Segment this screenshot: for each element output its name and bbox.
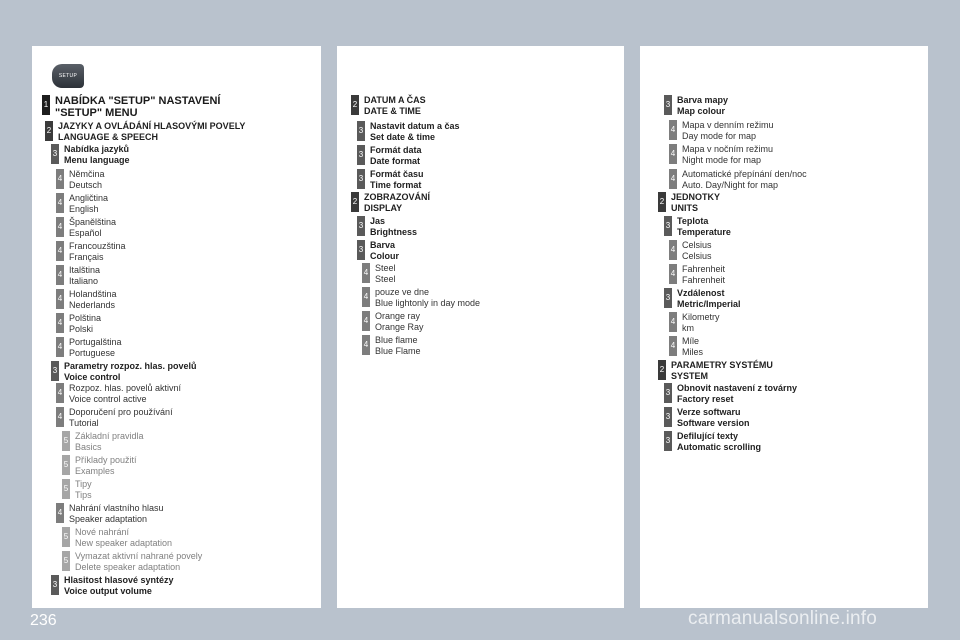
entry-label-primary: Francouzština [69, 241, 126, 251]
menu-entry [62, 551, 202, 573]
level-badge: 3 [357, 216, 365, 236]
entry-label-primary: Italština [69, 265, 101, 275]
entry-label-english: Temperature [677, 227, 731, 237]
entry-label-primary: Základní pravidla [75, 431, 144, 441]
level-badge: 4 [56, 313, 64, 333]
entry-label-english: Menu language [64, 155, 130, 165]
entry-label-english: SYSTEM [671, 371, 709, 381]
menu-entry-label [677, 383, 797, 405]
entry-label-english: Brightness [370, 227, 418, 237]
menu-entry-label [64, 361, 197, 383]
entry-label-english: Miles [682, 347, 704, 357]
menu-entry [658, 192, 720, 214]
entry-label-primary: Doporučení pro používání [69, 407, 173, 417]
menu-entry [62, 431, 144, 453]
menu-entry-label [682, 120, 774, 142]
entry-label-primary: Polština [69, 313, 102, 323]
menu-entry-label [58, 121, 245, 143]
entry-label-primary: Formát data [370, 145, 422, 155]
menu-entry [664, 431, 761, 453]
menu-entry-label [682, 240, 712, 262]
level-badge: 2 [45, 121, 53, 141]
entry-label-primary: Mapa v nočním režimu [682, 144, 774, 154]
level-badge: 3 [664, 407, 672, 427]
level-badge: 4 [669, 312, 677, 332]
entry-label-english: English [69, 204, 99, 214]
menu-entry [357, 216, 417, 238]
menu-entry-label [682, 144, 773, 166]
menu-entry [351, 95, 426, 117]
entry-label-english: Español [69, 228, 102, 238]
level-badge: 4 [56, 241, 64, 261]
level-badge: 2 [658, 360, 666, 380]
menu-entry-label [75, 527, 172, 549]
menu-entry [362, 263, 396, 285]
entry-label-english: Blue Flame [375, 346, 421, 356]
entry-label-english: Deutsch [69, 180, 103, 190]
entry-label-english: Examples [75, 466, 115, 476]
watermark: carmanualsonline.info [688, 608, 878, 629]
menu-entry-label [370, 169, 424, 191]
menu-entry [357, 145, 422, 167]
menu-entry [669, 169, 807, 191]
menu-entry [362, 311, 424, 333]
entry-label-primary: NABÍDKA "SETUP" NASTAVENÍ [55, 95, 221, 107]
menu-entry-label [69, 217, 116, 239]
menu-entry-label [677, 288, 741, 310]
level-badge: 3 [664, 431, 672, 451]
menu-entry-label [69, 337, 122, 359]
menu-entry-label [75, 431, 144, 453]
entry-label-english: Voice control [64, 372, 121, 382]
menu-entry-label [677, 431, 761, 453]
level-badge: 4 [362, 263, 370, 283]
entry-label-english: Tips [75, 490, 92, 500]
setup-tab-icon: SETUP [52, 64, 84, 88]
menu-entry-label [375, 287, 480, 309]
level-badge: 5 [62, 455, 70, 475]
level-badge: 1 [42, 95, 50, 115]
entry-label-primary: Angličtina [69, 193, 109, 203]
entry-label-primary: Nastavit datum a čas [370, 121, 460, 131]
menu-entry-label [64, 575, 174, 597]
menu-entry [362, 287, 480, 309]
entry-label-english: Italiano [69, 276, 99, 286]
menu-entry-label [69, 265, 100, 287]
menu-entry-label [364, 192, 430, 214]
entry-label-primary: Holandština [69, 289, 117, 299]
menu-entry-label [682, 264, 725, 286]
entry-label-english: "SETUP" MENU [55, 107, 138, 119]
menu-entry [51, 144, 130, 166]
menu-entry [51, 361, 197, 383]
entry-label-english: Speaker adaptation [69, 514, 148, 524]
entry-label-english: Nederlands [69, 300, 116, 310]
level-badge: 3 [51, 361, 59, 381]
entry-label-english: New speaker adaptation [75, 538, 173, 548]
entry-label-english: km [682, 323, 694, 333]
entry-label-primary: Teplota [677, 216, 709, 226]
menu-entry-label [375, 335, 421, 357]
level-badge: 3 [664, 383, 672, 403]
entry-label-primary: Nahrání vlastního hlasu [69, 503, 164, 513]
entry-label-english: LANGUAGE & SPEECH [58, 132, 159, 142]
page-number: 236 [30, 612, 57, 629]
menu-entry-label [69, 407, 173, 429]
entry-label-primary: Vymazat aktivní nahrané povely [75, 551, 203, 561]
menu-entry-label [55, 95, 220, 119]
entry-label-primary: pouze ve dne [375, 287, 430, 297]
entry-label-primary: Rozpoz. hlas. povelů aktivní [69, 383, 182, 393]
menu-entry-label [75, 455, 137, 477]
entry-label-english: Orange Ray [375, 322, 424, 332]
entry-label-primary: Parametry rozpoz. hlas. povelů [64, 361, 197, 371]
menu-entry-label [677, 95, 728, 117]
level-badge: 4 [56, 193, 64, 213]
entry-label-primary: Formát času [370, 169, 424, 179]
entry-label-primary: Jas [370, 216, 386, 226]
menu-entry [669, 336, 703, 358]
menu-entry-label [671, 192, 720, 214]
level-badge: 4 [56, 265, 64, 285]
entry-label-english: Factory reset [677, 394, 734, 404]
entry-label-primary: Defilující texty [677, 431, 739, 441]
entry-label-english: Colour [370, 251, 399, 261]
entry-label-primary: Vzdálenost [677, 288, 725, 298]
menu-entry [56, 289, 117, 311]
menu-entry [669, 312, 720, 334]
level-badge: 2 [658, 192, 666, 212]
menu-entry-label [75, 479, 92, 501]
entry-label-primary: Míle [682, 336, 700, 346]
menu-entry [56, 169, 105, 191]
entry-label-primary: Steel [375, 263, 396, 273]
entry-label-primary: Barva mapy [677, 95, 729, 105]
entry-label-primary: Automatické přepínání den/noc [682, 169, 807, 179]
level-badge: 5 [62, 551, 70, 571]
menu-entry-label [375, 311, 424, 333]
entry-label-primary: Obnovit nastavení z továrny [677, 383, 798, 393]
menu-entry [664, 95, 728, 117]
entry-label-english: Polski [69, 324, 94, 334]
menu-entry-label [682, 336, 703, 358]
menu-entry [62, 455, 137, 477]
menu-entry-label [64, 144, 130, 166]
level-badge: 2 [351, 192, 359, 212]
menu-entry-label [69, 383, 181, 405]
entry-label-english: Software version [677, 418, 750, 428]
level-badge: 4 [56, 337, 64, 357]
entry-label-primary: Příklady použití [75, 455, 137, 465]
entry-label-primary: Hlasitost hlasové syntézy [64, 575, 174, 585]
entry-label-primary: Orange ray [375, 311, 421, 321]
entry-label-english: Voice output volume [64, 586, 152, 596]
menu-entry [669, 240, 712, 262]
level-badge: 3 [664, 288, 672, 308]
entry-label-english: Time format [370, 180, 422, 190]
menu-entry [357, 240, 399, 262]
menu-entry-label [375, 263, 396, 285]
entry-label-primary: Němčina [69, 169, 105, 179]
entry-label-english: Portuguese [69, 348, 116, 358]
level-badge: 4 [362, 287, 370, 307]
entry-label-english: Automatic scrolling [677, 442, 762, 452]
menu-entry-label [69, 193, 108, 215]
entry-label-english: Metric/Imperial [677, 299, 741, 309]
menu-entry-label [69, 313, 101, 335]
menu-entry [658, 360, 773, 382]
entry-label-english: Day mode for map [682, 131, 757, 141]
entry-label-primary: ZOBRAZOVÁNÍ [364, 192, 430, 202]
menu-entry-label [677, 407, 750, 429]
entry-label-english: Steel [375, 274, 396, 284]
level-badge: 3 [664, 216, 672, 236]
menu-entry [56, 503, 164, 525]
entry-label-english: Auto. Day/Night for map [682, 180, 779, 190]
level-badge: 4 [56, 503, 64, 523]
level-badge: 4 [362, 311, 370, 331]
menu-entry [56, 193, 108, 215]
level-badge: 3 [51, 575, 59, 595]
level-badge: 3 [664, 95, 672, 115]
entry-label-primary: Španělština [69, 217, 117, 227]
menu-entry [664, 288, 741, 310]
level-badge: 4 [56, 217, 64, 237]
menu-entry [351, 192, 430, 214]
entry-label-english: DISPLAY [364, 203, 403, 213]
entry-label-english: Celsius [682, 251, 712, 261]
entry-label-english: Tutorial [69, 418, 99, 428]
menu-entry-label [671, 360, 773, 382]
menu-entry [357, 169, 424, 191]
menu-entry [51, 575, 174, 597]
entry-label-english: Night mode for map [682, 155, 762, 165]
menu-entry-label [677, 216, 731, 238]
entry-label-primary: Nové nahrání [75, 527, 130, 537]
menu-entry [664, 383, 797, 405]
entry-label-primary: Tipy [75, 479, 92, 489]
menu-entry [664, 216, 731, 238]
menu-entry-label [75, 551, 202, 573]
entry-label-primary: JEDNOTKY [671, 192, 721, 202]
level-badge: 5 [62, 527, 70, 547]
menu-entry-label [370, 121, 460, 143]
entry-label-primary: DATUM A ČAS [364, 95, 426, 105]
level-badge: 5 [62, 431, 70, 451]
menu-entry [62, 527, 172, 549]
level-badge: 4 [669, 336, 677, 356]
menu-entry [669, 120, 774, 142]
level-badge: 4 [56, 169, 64, 189]
entry-label-english: Set date & time [370, 132, 436, 142]
menu-entry [664, 407, 750, 429]
menu-entry [669, 264, 725, 286]
menu-entry [56, 407, 173, 429]
entry-label-english: Delete speaker adaptation [75, 562, 181, 572]
menu-entry [56, 217, 116, 239]
entry-label-primary: Kilometry [682, 312, 720, 322]
entry-label-primary: Celsius [682, 240, 712, 250]
entry-label-primary: PARAMETRY SYSTÉMU [671, 360, 773, 370]
level-badge: 5 [62, 479, 70, 499]
menu-entry [56, 383, 181, 405]
level-badge: 3 [357, 169, 365, 189]
entry-label-english: Français [69, 252, 104, 262]
menu-entry-label [69, 289, 117, 311]
entry-label-primary: Portugalština [69, 337, 122, 347]
level-badge: 4 [669, 120, 677, 140]
entry-label-primary: JAZYKY A OVLÁDÁNÍ HLASOVÝMI POVELY [58, 121, 246, 131]
menu-entry-label [370, 216, 417, 238]
menu-entry-label [364, 95, 426, 117]
menu-entry [56, 241, 126, 263]
menu-entry-label [69, 503, 164, 525]
menu-entry [56, 265, 100, 287]
entry-label-primary: Blue flame [375, 335, 418, 345]
level-badge: 3 [357, 240, 365, 260]
entry-label-english: Basics [75, 442, 102, 452]
level-badge: 3 [51, 144, 59, 164]
level-badge: 2 [351, 95, 359, 115]
entry-label-primary: Mapa v denním režimu [682, 120, 774, 130]
menu-entry-label [69, 241, 126, 263]
entry-label-primary: Barva [370, 240, 396, 250]
level-badge: 4 [362, 335, 370, 355]
level-badge: 4 [669, 144, 677, 164]
entry-label-english: Voice control active [69, 394, 147, 404]
menu-entry-label [682, 312, 720, 334]
menu-entry [357, 121, 460, 143]
entry-label-primary: Fahrenheit [682, 264, 726, 274]
menu-entry [669, 144, 773, 166]
level-badge: 4 [56, 383, 64, 403]
menu-entry [62, 479, 92, 501]
menu-entry [362, 335, 421, 357]
entry-label-english: Blue lightonly in day mode [375, 298, 481, 308]
level-badge: 3 [357, 145, 365, 165]
level-badge: 4 [669, 264, 677, 284]
menu-entry [56, 337, 122, 359]
menu-entry [45, 121, 245, 143]
level-badge: 4 [56, 407, 64, 427]
entry-label-english: Map colour [677, 106, 726, 116]
entry-label-english: UNITS [671, 203, 698, 213]
menu-entry-label [69, 169, 105, 191]
entry-label-english: Fahrenheit [682, 275, 726, 285]
entry-label-english: DATE & TIME [364, 106, 421, 116]
level-badge: 4 [56, 289, 64, 309]
menu-entry [42, 95, 220, 119]
menu-entry-label [370, 240, 399, 262]
menu-entry-label [682, 169, 807, 191]
menu-entry [56, 313, 101, 335]
entry-label-primary: Nabídka jazyků [64, 144, 130, 154]
level-badge: 4 [669, 240, 677, 260]
level-badge: 3 [357, 121, 365, 141]
level-badge: 4 [669, 169, 677, 189]
entry-label-english: Date format [370, 156, 421, 166]
menu-entry-label [370, 145, 422, 167]
entry-label-primary: Verze softwaru [677, 407, 741, 417]
